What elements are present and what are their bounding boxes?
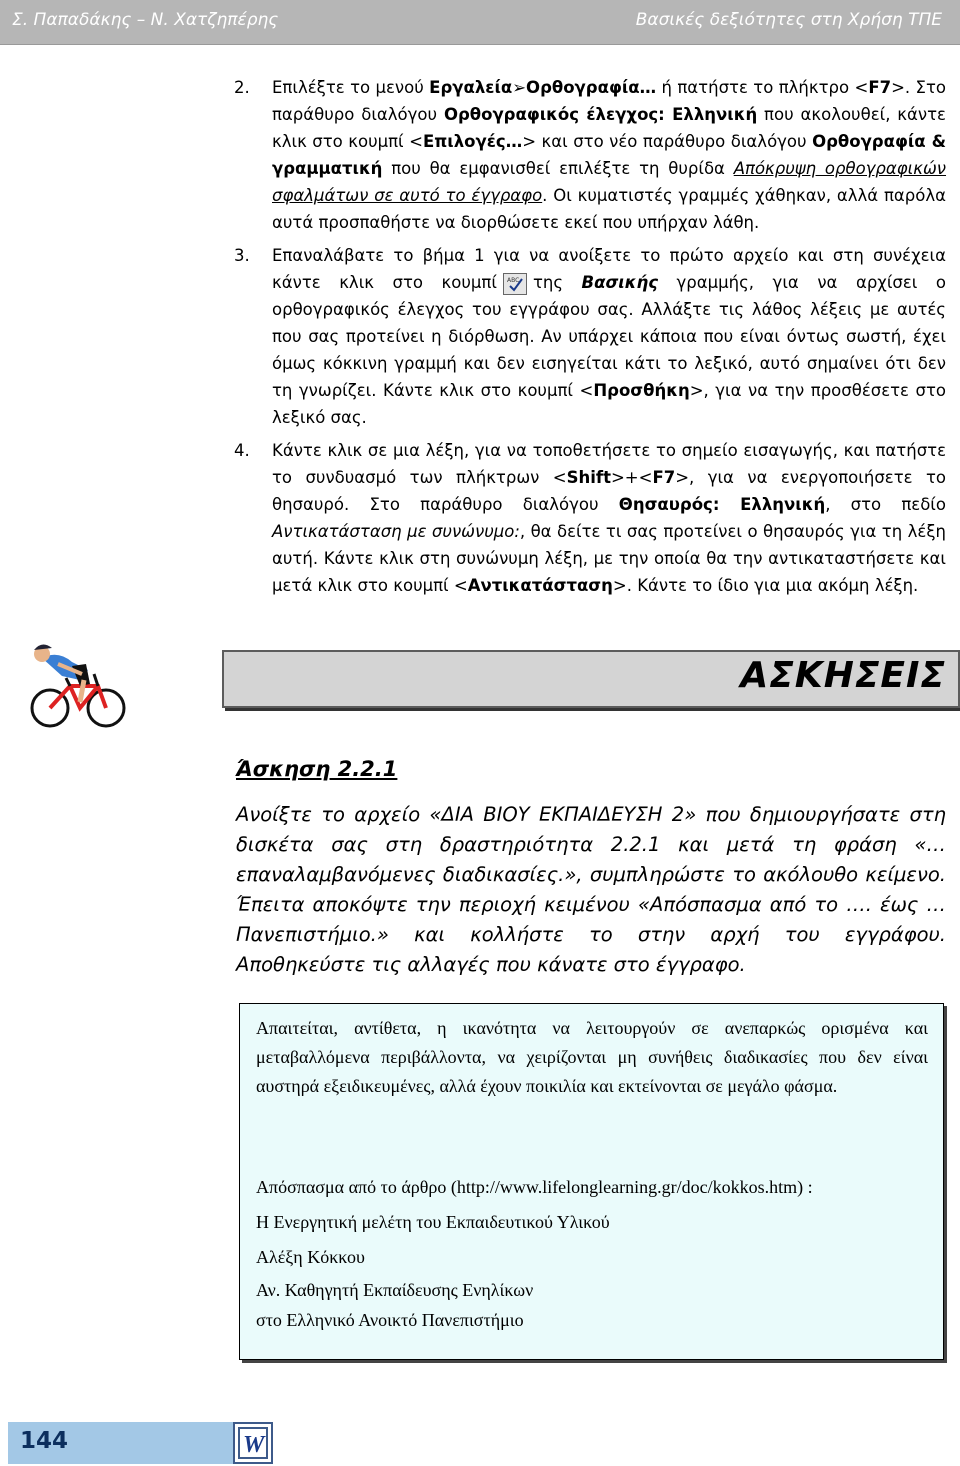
- text-run: >+<: [610, 468, 653, 487]
- text-run: > και στο νέο παράθυρο διαλόγου: [522, 132, 813, 151]
- spelling-check-icon: [503, 273, 527, 295]
- text-run: Επιλέξτε το μενού: [272, 78, 430, 97]
- cyclist-icon: [28, 640, 128, 732]
- step-item: [234, 437, 946, 599]
- header-authors: Σ. Παπαδάκης – Ν. Χατζηπέρης: [12, 10, 279, 30]
- text-run: Εργαλεία➢Ορθογραφία…: [429, 78, 657, 97]
- footer-page-number: [8, 1422, 233, 1464]
- text-run: ή πατήστε το πλήκτρο <: [656, 78, 869, 97]
- text-run: που ακολουθεί, κάντε κλικ στο κουμπί <: [272, 105, 946, 151]
- box-source: Απόσπασμα από το άρθρο (http://www.lifelonglearning.gr/doc/kokkos.htm) :: [256, 1177, 813, 1197]
- text-run: , θα δείτε τι σας προτείνει ο θησαυρός για τη λέξη αυτή. Κάντε κλικ στη συνώνυμη λέξη, με την οποία θα την αντικαταστήσετε και μετά κλικ στο κουμπί <: [272, 522, 946, 595]
- box-paragraph: Απαιτείται, αντίθετα, η ικανότητα να λειτουργούν σε ανεπαρκώς ορισμένα και μεταβαλλόμενα περιβάλλοντα, να χειρίζονται μη συνήθεις διαδικασίες που δεν είναι αυστηρά εξειδικευμένες, αλλά έχουν ποικιλία και εκτείνονται σε μεγάλο φάσμα.: [256, 1018, 928, 1096]
- word-logo-icon: [233, 1422, 273, 1464]
- step-number: 2.: [234, 78, 250, 97]
- text-run: Προσθήκη: [593, 381, 690, 400]
- exercise-title: Άσκηση 2.2.1: [236, 757, 398, 781]
- steps-list: [234, 74, 946, 605]
- page-header: [0, 0, 960, 45]
- text-run: F7: [652, 468, 676, 487]
- text-run: Κάντε κλικ σε μια λέξη, για να τοποθετήσετε το σημείο εισαγωγής, και πατήστε το συνδυασμό των πλήκτρων <: [272, 441, 946, 487]
- text-run: Βασικής: [581, 273, 658, 292]
- step-number: 3.: [234, 246, 250, 265]
- text-run: της: [532, 273, 582, 292]
- box-article-title: Η Ενεργητική μελέτη του Εκπαιδευτικού Υλικού: [256, 1212, 610, 1232]
- text-box: [239, 1003, 944, 1360]
- text-run: Αντικατάσταση: [467, 576, 613, 595]
- page-number: 144: [20, 1428, 69, 1454]
- header-book-title: Βασικές δεξιότητες στη Χρήση ΤΠΕ: [635, 10, 942, 30]
- step-number: 4.: [234, 441, 250, 460]
- step-text: [272, 74, 946, 236]
- text-run: >. Στο παράθυρο διαλόγου: [272, 78, 946, 124]
- banner-title: ΑΣΚΗΣΕΙΣ: [740, 655, 946, 696]
- text-run: Ορθογραφία & γραμματική: [272, 132, 947, 178]
- step-item: [234, 74, 946, 236]
- text-run: >, για να ενεργοποιήσετε το θησαυρό. Στο παράθυρο διαλόγου: [272, 468, 946, 514]
- text-run: Shift: [566, 468, 611, 487]
- text-run: Αντικατάσταση με συνώνυμο:: [272, 522, 520, 541]
- svg-text:ABC: ABC: [506, 276, 520, 284]
- exercises-banner: [222, 650, 960, 708]
- text-run: Ορθογραφικός έλεγχος: Ελληνική: [443, 105, 758, 124]
- option-name: Απόκρυψη ορθογραφικών σφαλμάτων σε αυτό το έγγραφο: [272, 159, 947, 205]
- text-run: Επαναλάβατε το βήμα 1 για να ανοίξετε το πρώτο αρχείο και στη συνέχεια κάντε κλικ στο κουμπί: [272, 246, 946, 292]
- text-run: που θα εμφανισθεί επιλέξτε τη θυρίδα: [382, 159, 734, 178]
- text-run: , στο πεδίο: [825, 495, 946, 514]
- box-role: Αν. Καθηγητή Εκπαίδευσης Ενηλίκων: [256, 1280, 534, 1300]
- step-item: [234, 242, 946, 431]
- text-run: F7: [868, 78, 892, 97]
- step-text: [272, 437, 946, 599]
- box-author: Αλέξη Κόκκου: [256, 1247, 365, 1267]
- step-text: [272, 242, 946, 431]
- exercise-text: Ανοίξτε το αρχείο «ΔΙΑ ΒΙΟΥ ΕΚΠΑΙΔΕΥΣΗ 2» που δημιουργήσατε στη δισκέτα σας στη δραστηριότητα 2.2.1 και μετά τη φράση «…επαναλαμβανόμενες διαδικασίες.», συμπληρώστε το ακόλουθο κείμενο. Έπειτα αποκόψτε την περιοχή κειμένου «Απόσπασμα από το …. έως … Πανεπιστήμιο.» και κολλήστε το στην αρχή του εγγράφου. Αποθηκεύστε τις αλλαγές που κάνατε στο έγγραφο.: [236, 803, 946, 976]
- svg-text:W: W: [243, 1432, 265, 1458]
- text-run: Επιλογές…: [422, 132, 523, 151]
- text-run: . Οι κυματιστές γραμμές χάθηκαν, αλλά παρόλα αυτά προσπαθήστε να διορθώσετε εκεί που υπήρχαν λάθη.: [272, 186, 946, 232]
- text-run: Θησαυρός: Ελληνική: [618, 495, 826, 514]
- box-institution: στο Ελληνικό Ανοικτό Πανεπιστήμιο: [256, 1310, 524, 1330]
- text-run: >. Κάντε το ίδιο για μια ακόμη λέξη.: [612, 576, 919, 595]
- text-run: >, για να την προσθέσετε στο λεξικό σας.: [272, 381, 946, 427]
- text-run: γραμμής, για να αρχίσει ο ορθογραφικός έλεγχος του εγγράφου σας. Αλλάξτε τις λάθος λέξεις με αυτές που σας προτείνει η διόρθωση. Αν υπάρχει κάποια που είναι όντως σωστή, έχει όμως κόκκινη γραμμή και δεν εισηγείται κάτι το λεξικό, αυτό σημαίνει ότι δεν τη γνωρίζει. Κάντε κλικ στο κουμπί <: [272, 273, 946, 400]
